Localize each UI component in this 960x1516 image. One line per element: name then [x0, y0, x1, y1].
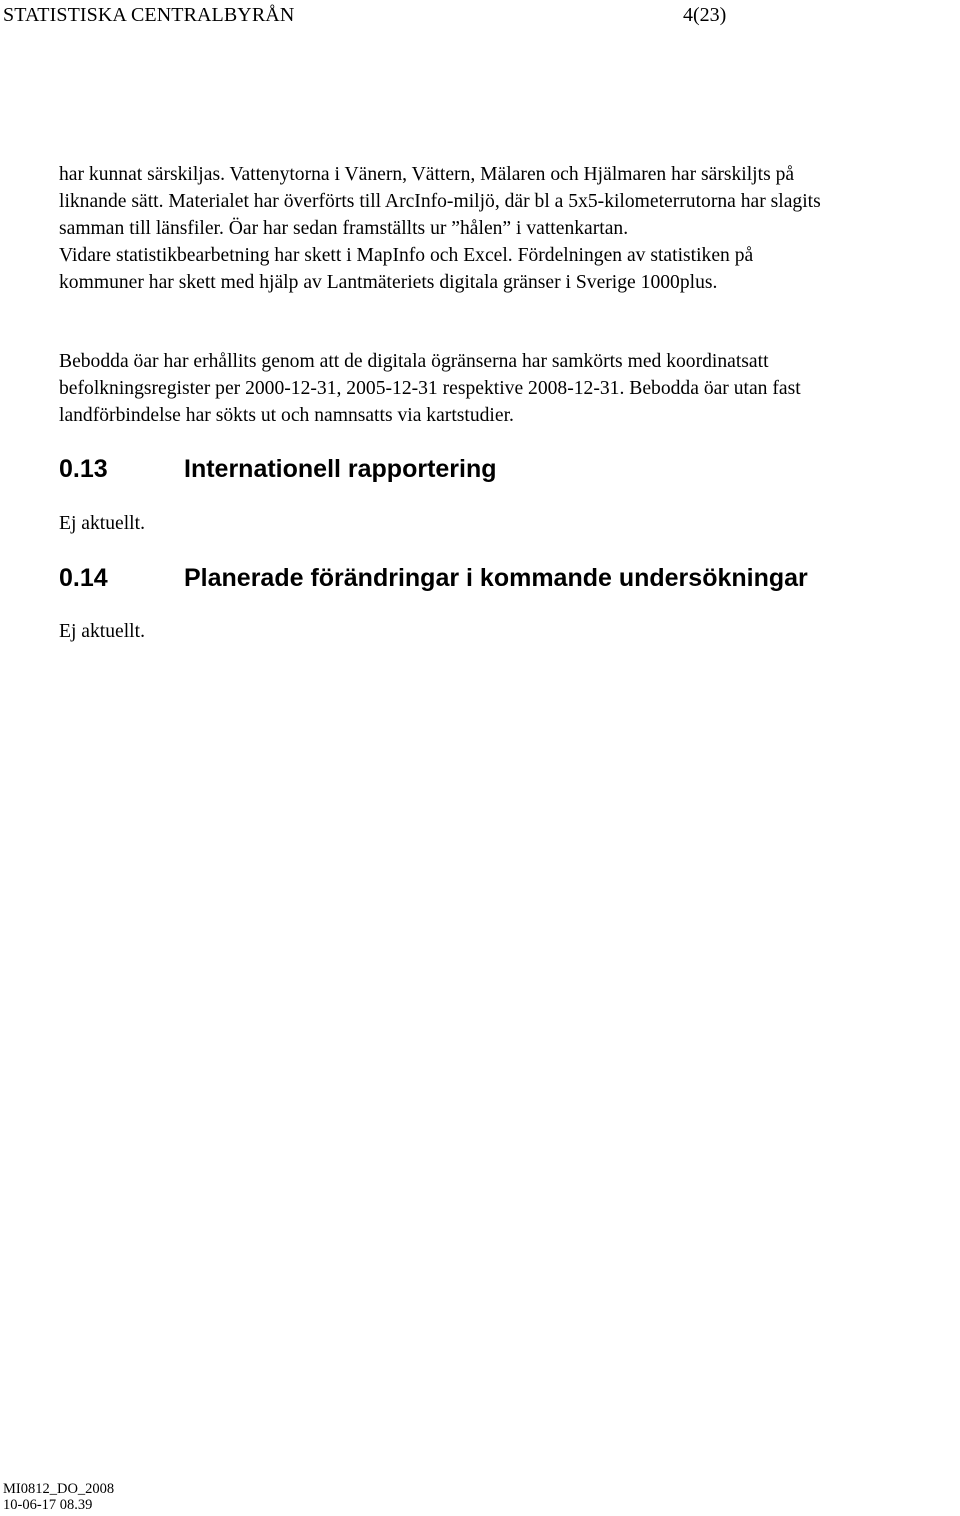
paragraph-line: har kunnat särskiljas. Vattenytorna i Vänern, Vättern, Mälaren och Hjälmaren har särskiljts på	[59, 164, 795, 185]
section-number: 0.14	[59, 564, 108, 592]
document-id: MI0812_DO_2008	[3, 1481, 115, 1497]
footer-date: 10-06-17 08.39	[3, 1497, 93, 1513]
organization-name: STATISTISKA CENTRALBYRÅN	[3, 4, 295, 26]
section-title: Planerade förändringar i kommande undersökningar	[184, 564, 808, 592]
paragraph-line: liknande sätt. Materialet har överförts till ArcInfo-miljö, där bl a 5x5-kilometerrutorna har slagits	[59, 191, 821, 212]
section-title: Internationell rapportering	[184, 455, 497, 483]
paragraph-2	[59, 242, 959, 296]
paragraph-line: kommuner har skett med hjälp av Lantmäteriets digitala gränser i Sverige 1000plus.	[59, 272, 718, 293]
paragraph-3	[59, 348, 959, 429]
paragraph-line: Bebodda öar har erhållits genom att de digitala ögränserna har samkörts med koordinatsatt	[59, 351, 769, 372]
section-text: Ej aktuellt.	[59, 621, 145, 642]
paragraph-line: landförbindelse har sökts ut och namnsatts via kartstudier.	[59, 405, 514, 426]
section-heading-0-13	[59, 454, 497, 484]
section-number: 0.13	[59, 455, 108, 483]
paragraph-line: befolkningsregister per 2000-12-31, 2005-12-31 respektive 2008-12-31. Bebodda öar utan fast	[59, 378, 801, 399]
paragraph-line: Vidare statistikbearbetning har skett i MapInfo och Excel. Fördelningen av statistiken på	[59, 245, 754, 266]
paragraph-line: samman till länsfiler. Öar har sedan framställts ur ”hålen” i vattenkartan.	[59, 218, 629, 239]
section-text: Ej aktuellt.	[59, 513, 145, 534]
page-number: 4(23)	[683, 4, 727, 26]
paragraph-1	[59, 161, 959, 242]
section-heading-0-14	[59, 563, 808, 593]
